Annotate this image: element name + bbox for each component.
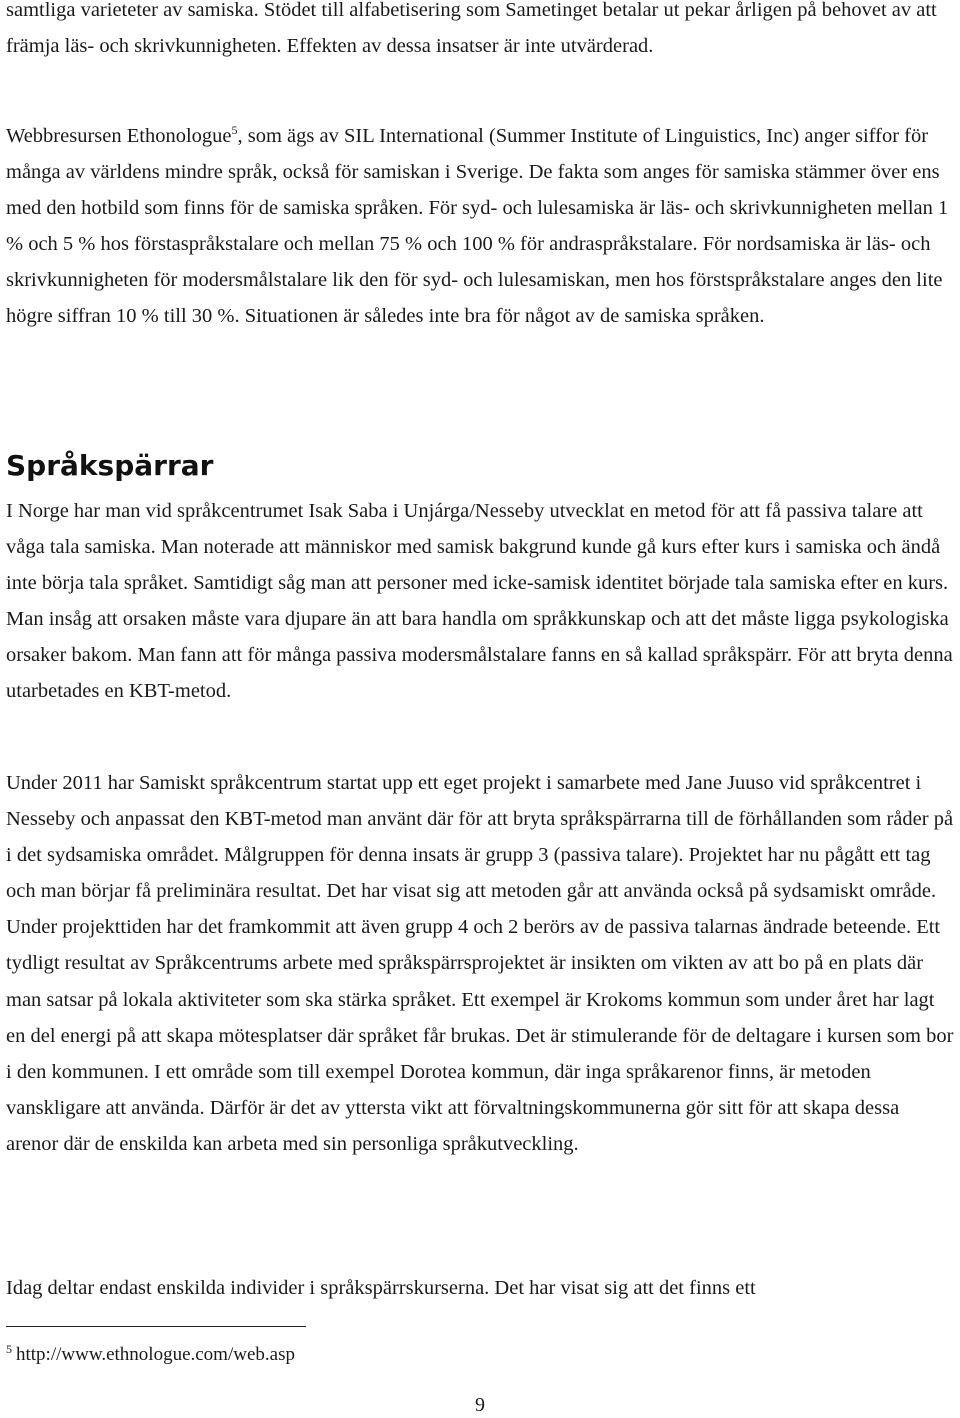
paragraph: Under 2011 har Samiskt språkcentrum startat upp ett eget projekt i samarbete med Jane Juuso vid språkcentret i Nesseby och anpassat den KBT-metod man använt där för att bryta språkspärrarna till de förhållanden som råder på i det sydsamiska området. Målgruppen för denna insats är grupp 3 (passiva talare). Projektet har nu pågått ett tag och man börjar få preliminära resultat. Det har visat sig att metoden går att använda också på sydsamiskt område. Under projekttiden har det framkommit att även grupp 4 och 2 berörs av de passiva talarnas ändrade beteende. Ett tydligt resultat av Språkcentrums arbete med språkspärrsprojektet är insikten om vikten av att bo på en plats där man satsar på lokala aktiviteter som ska stärka språket. Ett exempel är Krokoms kommun som under året har lagt en del energi på att skapa mötesplatser där språket får brukas. Det är stimulerande för de deltagare i kursen som bor i den kommunen. I ett område som till exempel Dorotea kommun, där inga språkarenor finns, är metoden vanskligare att använda. Därför är det av yttersta vikt att förvaltningskommunerna gör sitt för att skapa dessa arenor där de enskilda kan arbeta med sin personliga språkutveckling. <box>6 772 954 1155</box>
paragraph-ethnologue <box>6 118 956 335</box>
footnote-separator <box>6 1326 306 1327</box>
footnote-mark: 5 <box>6 1341 12 1356</box>
paragraph: Idag deltar endast enskilda individer i språkspärrskurserna. Det har visat sig att det finns ett <box>6 1277 756 1299</box>
paragraph: samtliga varieteter av samiska. Stödet till alfabetisering som Sametinget betalar ut pekar årligen på behovet av att främja läs- och skrivkunnigheten. Effekten av dessa insatser är inte utvärderad. <box>6 0 937 58</box>
footnote-reference: 5 <box>231 123 238 138</box>
footnote-text: http://www.ethnologue.com/web.asp <box>16 1344 295 1365</box>
paragraph-text: Webbresursen Ethonologue <box>6 125 232 147</box>
footnote <box>6 1340 295 1370</box>
page-number: 9 <box>475 1394 485 1416</box>
paragraph: I Norge har man vid språkcentrumet Isak Saba i Unjárga/Nesseby utvecklat en metod för att få passiva talare att våga tala samiska. Man noterade att människor med samisk bakgrund kunde gå kurs efter kurs i samiska och ändå inte börja tala språket. Samtidigt såg man att personer med icke-samisk identitet började tala samiska efter en kurs. Man insåg att orsaken måste vara djupare än att bara handla om språkkunskap och att det måste ligga psykologiska orsaker bakom. Man fann att för många passiva modersmålstalare fanns en så kallad språkspärr. För att bryta denna utarbetades en KBT-metod. <box>6 500 953 703</box>
section-heading: Språkspärrar <box>6 449 214 482</box>
paragraph-text: , som ägs av SIL International (Summer Institute of Linguistics, Inc) anger siffor för många av världens mindre språk, också för samiskan i Sverige. De fakta som anges för samiska stämmer över ens med den hotbild som finns för de samiska språken. För syd- och lulesamiska är läs- och skrivkunnigheten mellan 1 % och 5 % hos förstaspråkstalare och mellan 75 % och 100 % för andraspråkstalare. För nordsamiska är läs- och skrivkunnigheten för modersmålstalare lik den för syd- och lulesamiskan, men hos förstspråkstalare anges den lite högre siffran 10 % till 30 %. Situationen är således inte bra för något av de samiska språken. <box>6 125 949 328</box>
